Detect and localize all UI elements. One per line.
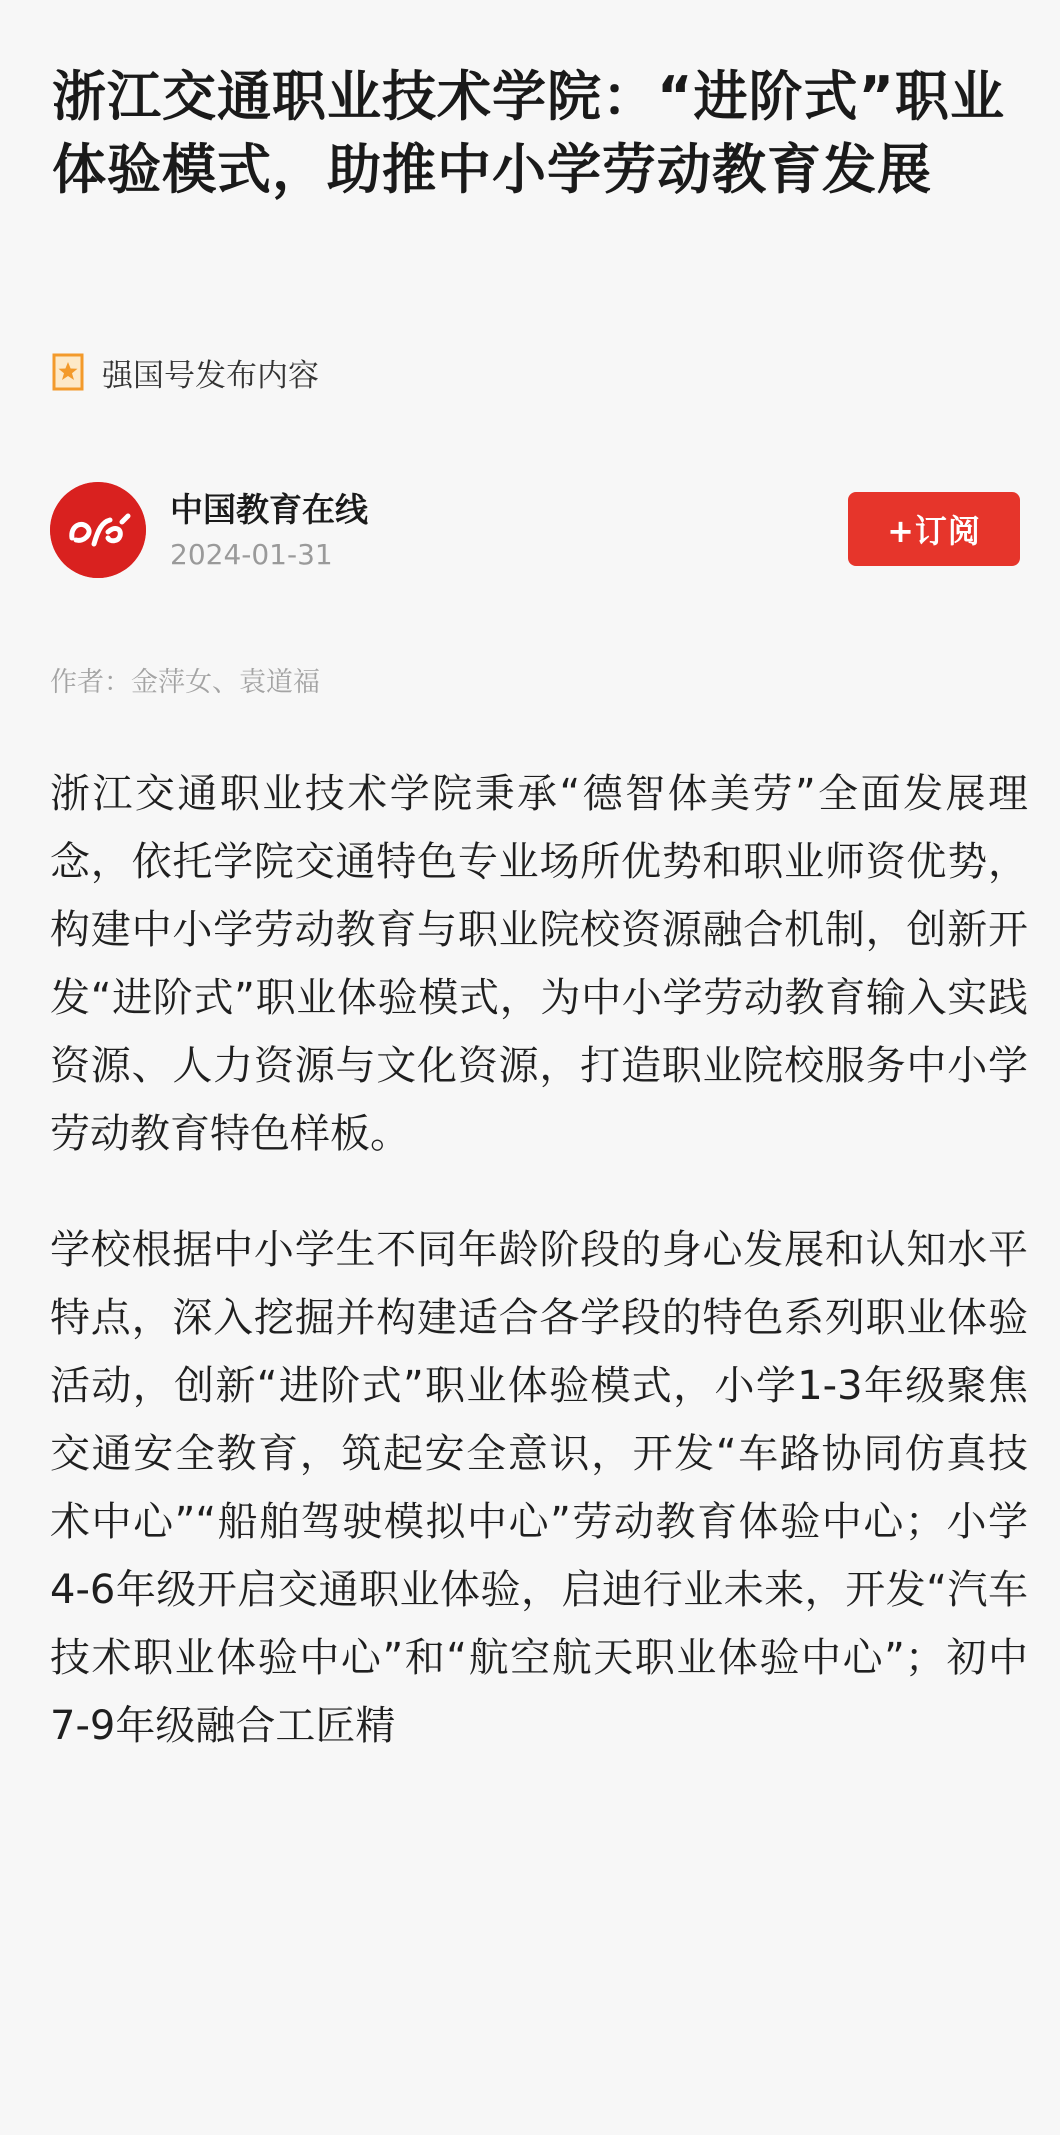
publisher-avatar[interactable]	[50, 482, 146, 578]
publish-date: 2024-01-31	[170, 538, 333, 571]
publisher-name[interactable]: 中国教育在线	[170, 490, 368, 529]
article-body	[50, 760, 1028, 1808]
publisher-row	[50, 478, 1020, 588]
article-paragraph: 学校根据中小学生不同年龄阶段的身心发展和认知水平特点，深入挖掘并构建适合各学段的特色系列职业体验活动，创新“进阶式”职业体验模式，小学1-3年级聚焦交通安全教育，筑起安全意识，开发“车路协同仿真技术中心”“船舶驾驶模拟中心”劳动教育体验中心；小学4-6年级开启交通职业体验，启迪行业未来，开发“汽车技术职业体验中心”和“航空航天职业体验中心”；初中7-9年级融合工匠精	[50, 1227, 1028, 1749]
article-title: 浙江交通职业技术学院：“进阶式”职业体验模式，助推中小学劳动教育发展	[52, 65, 1005, 202]
subscribe-button[interactable]: +订阅	[848, 492, 1020, 566]
article-paragraph: 浙江交通职业技术学院秉承“德智体美劳”全面发展理念，依托学院交通特色专业场所优势和职业师资优势，构建中小学劳动教育与职业院校资源融合机制，创新开发“进阶式”职业体验模式，为中小学劳动教育输入实践资源、人力资源与文化资源，打造职业院校服务中小学劳动教育特色样板。	[50, 771, 1028, 1157]
publisher-logo-icon	[50, 482, 146, 578]
source-label: 强国号发布内容	[102, 357, 319, 394]
article-byline: 作者：金萍女、袁道福	[50, 667, 320, 698]
source-row	[52, 350, 319, 394]
star-badge-icon	[52, 353, 84, 391]
